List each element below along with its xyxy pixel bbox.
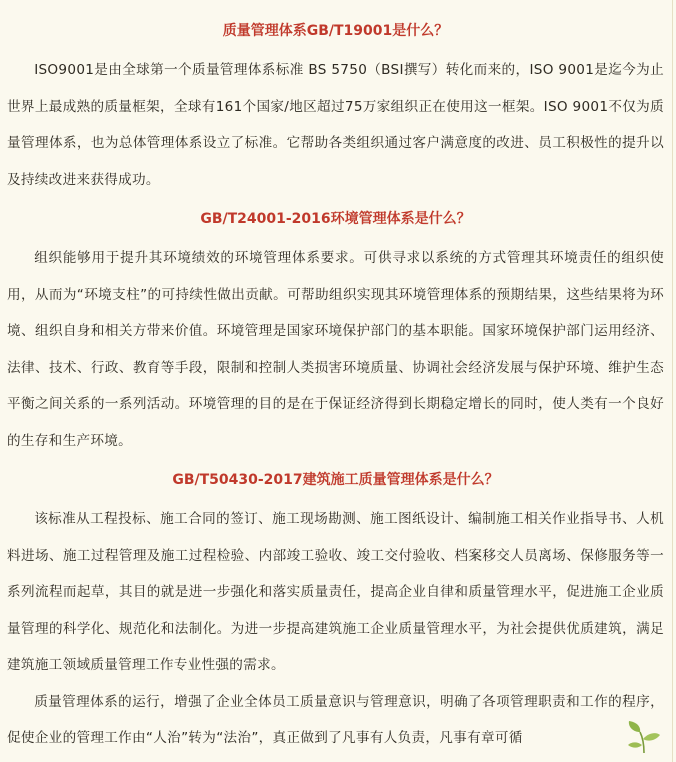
paragraph-qms: ISO9001是由全球第一个质量管理体系标准 BS 5750（BSI撰写）转化而来的，ISO 9001是迄今为止世界上最成熟的质量框架，全球有161个国家/地区超过75万家组织正在使用这一框架。ISO 9001不仅为质量管理体系，也为总体管理体系设立了标准。它帮助各类组织通过客户满意度的改进、员工积极性的提升以及持续改进来获得成功。 — [7, 62, 664, 188]
section-heading-qms: 质量管理体系GB/T19001是什么？ — [222, 23, 449, 39]
paragraph-qms-operation: 质量管理体系的运行，增强了企业全体员工质量意识与管理意识，明确了各项管理职责和工作的程序，促使企业的管理工作由“人治”转为“法治”，真正做到了凡事有人负责，凡事有章可循 — [7, 693, 664, 746]
paragraph-ems: 组织能够用于提升其环境绩效的环境管理体系要求。可供寻求以系统的方式管理其环境责任的组织使用，从而为“环境支柱”的可持续性做出贡献。可帮助组织实现其环境管理体系的预期结果，这些结果将为环境、组织自身和相关方带来价值。环境管理是国家环境保护部门的基本职能。国家环境保护部门运用经济、法律、技术、行政、教育等手段，限制和控制人类损害环境质量、协调社会经济发展与保护环境、维护生态平衡之间关系的一系列活动。环境管理的目的是在于保证经济得到长期稳定增长的同时，使人类有一个良好的生存和生产环境。 — [7, 250, 664, 449]
section-heading-construction-qms: GB/T50430-2017建筑施工质量管理体系是什么？ — [172, 472, 499, 488]
page-border — [672, 0, 673, 762]
sprout-icon — [626, 720, 662, 754]
section-heading-ems: GB/T24001-2016环境管理体系是什么？ — [200, 211, 471, 227]
paragraph-construction-qms: 该标准从工程投标、施工合同的签订、施工现场勘测、施工图纸设计、编制施工相关作业指导书、人机料进场、施工过程管理及施工过程检验、内部竣工验收、竣工交付验收、档案移交人员离场、保修服务等一系列流程而起草，其目的就是进一步强化和落实质量责任，提高企业自律和质量管理水平，促进施工企业质量管理的科学化、规范化和法制化。为进一步提高建筑施工企业质量管理水平，为社会提供优质建筑，满足建筑施工领域质量管理工作专业性强的需求。 — [7, 511, 664, 673]
